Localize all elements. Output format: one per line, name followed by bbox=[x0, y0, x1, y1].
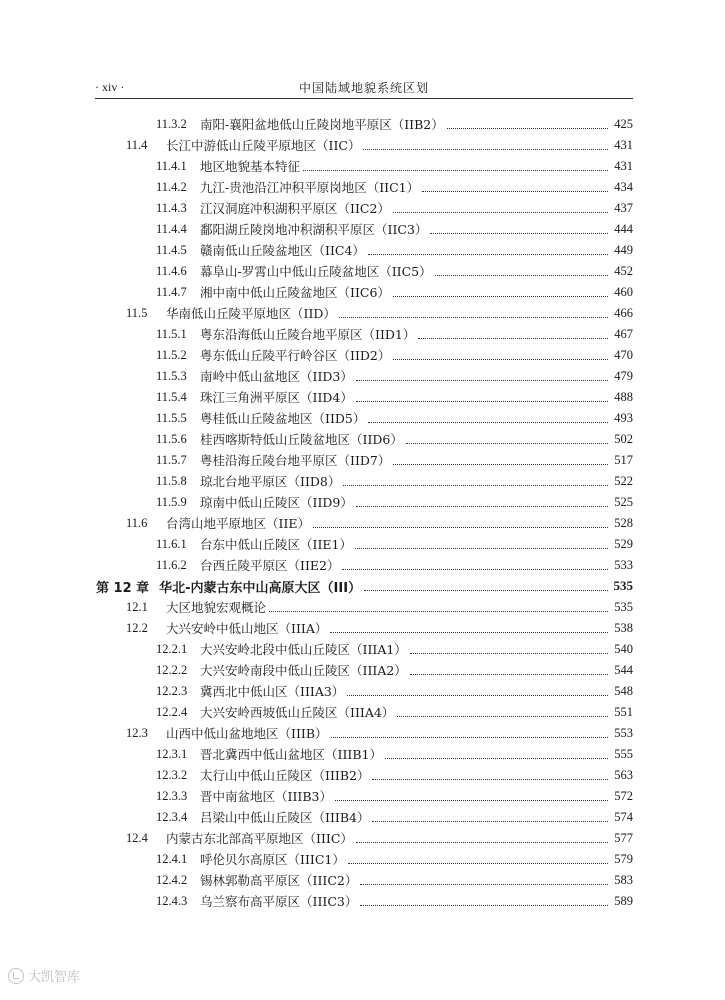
toc-entry[interactable] bbox=[126, 513, 633, 533]
toc-page: 434 bbox=[614, 179, 633, 194]
toc-title: 江汉洞庭冲积湖积平原区（IIC2） bbox=[200, 201, 390, 216]
toc-number: 11.4.3 bbox=[156, 200, 187, 215]
toc-page: 572 bbox=[614, 788, 633, 803]
toc-title: 琼南中低山丘陵区（IID9） bbox=[200, 495, 353, 510]
dot-leader bbox=[348, 862, 608, 864]
toc-page: 452 bbox=[614, 263, 633, 278]
toc-number: 11.5.4 bbox=[156, 389, 187, 404]
toc-page: 467 bbox=[614, 326, 633, 341]
dot-leader bbox=[339, 316, 608, 318]
toc-title: 锡林郭勒高平原区（IIIC2） bbox=[200, 873, 358, 888]
toc-page: 444 bbox=[614, 221, 633, 236]
dot-leader bbox=[368, 421, 608, 423]
toc-number: 12.2.1 bbox=[156, 641, 188, 656]
dot-leader bbox=[355, 547, 608, 549]
toc-title: 大兴安岭南段中低山丘陵区（IIIA2） bbox=[200, 663, 407, 678]
toc-entry[interactable] bbox=[156, 555, 633, 575]
toc-number: 11.5.5 bbox=[156, 410, 187, 425]
dot-leader bbox=[410, 652, 608, 654]
watermark bbox=[8, 966, 80, 985]
toc-number: 12.2.2 bbox=[156, 662, 188, 677]
toc-number: 11.5.3 bbox=[156, 368, 187, 383]
dot-leader bbox=[435, 274, 608, 276]
dot-leader bbox=[356, 505, 608, 507]
toc-number: 12.1 bbox=[126, 599, 148, 614]
dot-leader bbox=[356, 379, 608, 381]
toc-title: 冀西北中低山区（IIIA3） bbox=[200, 684, 345, 699]
dot-leader bbox=[342, 568, 608, 570]
toc-entry[interactable] bbox=[156, 849, 633, 869]
dot-leader bbox=[343, 484, 608, 486]
toc-page: 535 bbox=[614, 599, 633, 614]
toc-title: 大区地貌宏观概论 bbox=[166, 600, 267, 615]
toc-entry[interactable] bbox=[126, 135, 633, 155]
toc-title: 吕梁山中低山丘陵区（IIIB4） bbox=[200, 810, 370, 825]
toc-title: 大兴安岭北段中低山丘陵区（IIIA1） bbox=[200, 642, 407, 657]
toc-number: 11.4.2 bbox=[156, 179, 187, 194]
toc-number: 12.4.3 bbox=[156, 893, 188, 908]
toc-entry[interactable] bbox=[126, 618, 633, 638]
toc-entry[interactable] bbox=[156, 450, 633, 470]
toc-number: 11.3.2 bbox=[156, 116, 187, 131]
toc-title: 湘中南中低山丘陵盆地区（IIC6） bbox=[200, 285, 390, 300]
dot-leader bbox=[356, 841, 608, 843]
toc-title: 幕阜山-罗霄山中低山丘陵盆地区（IIC5） bbox=[200, 264, 432, 279]
toc-entry[interactable] bbox=[126, 303, 633, 323]
toc-page: 425 bbox=[614, 116, 633, 131]
toc-entry[interactable] bbox=[156, 870, 633, 890]
watermark-logo-icon bbox=[8, 968, 24, 984]
dot-leader bbox=[330, 631, 608, 633]
toc-entry[interactable] bbox=[156, 492, 633, 512]
toc-number: 11.5 bbox=[126, 305, 148, 320]
dot-leader bbox=[430, 232, 608, 234]
toc-title: 大兴安岭西坡低山丘陵区（IIIA4） bbox=[200, 705, 395, 720]
dot-leader bbox=[303, 169, 608, 171]
dot-leader bbox=[331, 736, 609, 738]
toc-page: 555 bbox=[614, 746, 633, 761]
toc-title: 乌兰察布高平原区（IIIC3） bbox=[200, 894, 358, 909]
toc-page: 437 bbox=[614, 200, 633, 215]
toc-title: 琼北台地平原区（IID8） bbox=[200, 474, 341, 489]
toc-title: 南岭中低山盆地区（IID3） bbox=[200, 369, 353, 384]
toc-title: 台湾山地平原地区（IIE） bbox=[166, 516, 311, 531]
toc-page: 589 bbox=[614, 893, 633, 908]
toc-entry[interactable] bbox=[156, 282, 633, 302]
toc-number: 12.4 bbox=[126, 830, 148, 845]
toc-entry[interactable] bbox=[156, 807, 633, 827]
toc-entry[interactable] bbox=[126, 828, 633, 848]
toc-number: 12.4.2 bbox=[156, 872, 188, 887]
dot-leader bbox=[447, 127, 608, 129]
toc-entry[interactable] bbox=[156, 429, 633, 449]
toc-page: 449 bbox=[614, 242, 633, 257]
dot-leader bbox=[313, 526, 608, 528]
toc-page: 548 bbox=[614, 683, 633, 698]
running-title: 中国陆域地貌系统区划 bbox=[298, 81, 429, 95]
toc-page: 525 bbox=[614, 494, 633, 509]
toc-page: 528 bbox=[614, 515, 633, 530]
toc-page: 479 bbox=[614, 368, 633, 383]
toc-page: 470 bbox=[614, 347, 633, 362]
toc-entry[interactable] bbox=[156, 177, 633, 197]
dot-leader bbox=[393, 295, 608, 297]
toc-page: 538 bbox=[614, 620, 633, 635]
toc-entry[interactable] bbox=[156, 681, 633, 701]
toc-page: 553 bbox=[614, 725, 633, 740]
toc-page: 544 bbox=[614, 662, 633, 677]
toc-page: 517 bbox=[614, 452, 633, 467]
toc-page: 466 bbox=[614, 305, 633, 320]
toc-title: 华南低山丘陵平原地区（IID） bbox=[166, 306, 336, 321]
toc-number: 11.6 bbox=[126, 515, 148, 530]
toc-entry[interactable] bbox=[156, 891, 633, 911]
toc-title: 晋北冀西中低山盆地区（IIIB1） bbox=[200, 747, 382, 762]
toc-title: 珠江三角洲平原区（IID4） bbox=[200, 390, 353, 405]
toc-title: 呼伦贝尔高原区（IIIC1） bbox=[200, 852, 345, 867]
toc-number: 12.3 bbox=[126, 725, 148, 740]
chapter-title: 华北-内蒙古东中山高原大区（III） bbox=[159, 580, 362, 596]
toc-title: 鄱阳湖丘陵岗地冲积湖积平原区（IIC3） bbox=[200, 222, 428, 237]
toc-entry[interactable] bbox=[156, 702, 633, 722]
toc-title: 台西丘陵平原区（IIE2） bbox=[200, 558, 340, 573]
toc-page: 533 bbox=[614, 557, 633, 572]
toc-title: 南阳-襄阳盆地低山丘陵岗地平原区（IIB2） bbox=[200, 117, 444, 132]
toc-number: 12.3.2 bbox=[156, 767, 188, 782]
dot-leader bbox=[406, 442, 608, 444]
toc-number: 12.2.4 bbox=[156, 704, 188, 719]
watermark-text: 大凯智库 bbox=[28, 970, 81, 985]
dot-leader bbox=[269, 610, 608, 612]
toc-title: 粤东低山丘陵平行岭谷区（IID2） bbox=[200, 348, 391, 363]
toc-title: 太行山中低山丘陵区（IIIB2） bbox=[200, 768, 370, 783]
toc-entry[interactable] bbox=[156, 471, 633, 491]
toc-entry[interactable] bbox=[156, 639, 633, 659]
toc-title: 大兴安岭中低山地区（IIIA） bbox=[166, 621, 328, 636]
toc-entry[interactable] bbox=[156, 240, 633, 260]
chapter-number: 第 12 章 bbox=[96, 580, 150, 596]
toc-chapter-entry[interactable] bbox=[96, 576, 633, 596]
toc-page: 493 bbox=[614, 410, 633, 425]
toc-title: 内蒙古东北部高平原地区（IIIC） bbox=[166, 831, 353, 846]
dot-leader bbox=[363, 148, 608, 150]
toc-entry[interactable] bbox=[156, 786, 633, 806]
dot-leader bbox=[385, 757, 608, 759]
toc-entry[interactable] bbox=[156, 198, 633, 218]
toc-entry[interactable] bbox=[156, 765, 633, 785]
dot-leader bbox=[397, 715, 608, 717]
dot-leader bbox=[372, 778, 608, 780]
dot-leader bbox=[347, 694, 608, 696]
toc-page: 583 bbox=[614, 872, 633, 887]
toc-number: 11.4.5 bbox=[156, 242, 187, 257]
toc-page: 488 bbox=[614, 389, 633, 404]
toc-number: 11.5.9 bbox=[156, 494, 187, 509]
toc-number: 12.2.3 bbox=[156, 683, 188, 698]
toc-title: 桂西喀斯特低山丘陵盆地区（IID6） bbox=[200, 432, 403, 447]
page-header bbox=[95, 78, 633, 99]
toc-entry[interactable] bbox=[156, 660, 633, 680]
toc-entry[interactable] bbox=[156, 387, 633, 407]
page-number: · xiv · bbox=[95, 80, 125, 94]
toc-title: 九江-贵池沿江冲积平原岗地区（IIC1） bbox=[200, 180, 420, 195]
toc-entry[interactable] bbox=[156, 345, 633, 365]
toc-number: 11.5.8 bbox=[156, 473, 187, 488]
toc-title: 山西中低山盆地地区（IIIB） bbox=[166, 726, 328, 741]
dot-leader bbox=[393, 358, 608, 360]
toc-page: 577 bbox=[614, 830, 633, 845]
toc-number: 11.4.7 bbox=[156, 284, 187, 299]
toc-page: 574 bbox=[614, 809, 633, 824]
dot-leader bbox=[360, 883, 608, 885]
dot-leader bbox=[393, 463, 608, 465]
toc-page: 579 bbox=[614, 851, 633, 866]
toc-page: 563 bbox=[614, 767, 633, 782]
toc-title: 台东中低山丘陵区（IIE1） bbox=[200, 537, 352, 552]
toc-number: 11.5.7 bbox=[156, 452, 187, 467]
toc-number: 12.3.1 bbox=[156, 746, 188, 761]
dot-leader bbox=[422, 190, 608, 192]
toc-page: 460 bbox=[614, 284, 633, 299]
toc-page: 529 bbox=[614, 536, 633, 551]
toc-page: 431 bbox=[614, 158, 633, 173]
dot-leader bbox=[418, 337, 608, 339]
toc-entry[interactable] bbox=[156, 534, 633, 554]
dot-leader bbox=[356, 400, 608, 402]
toc-number: 11.6.2 bbox=[156, 557, 187, 572]
toc-page: 431 bbox=[614, 137, 633, 152]
toc-title: 粤桂沿海丘陵台地平原区（IID7） bbox=[200, 453, 391, 468]
toc-title: 晋中南盆地区（IIIB3） bbox=[200, 789, 332, 804]
toc-entry[interactable] bbox=[156, 324, 633, 344]
toc-page: 540 bbox=[614, 641, 633, 656]
dot-leader bbox=[360, 904, 608, 906]
toc-entry[interactable] bbox=[156, 156, 633, 176]
toc-page: 535 bbox=[613, 578, 633, 593]
toc-entry[interactable] bbox=[156, 219, 633, 239]
toc-number: 11.4.6 bbox=[156, 263, 187, 278]
toc-page: 522 bbox=[614, 473, 633, 488]
toc-number: 12.2 bbox=[126, 620, 148, 635]
toc-number: 11.5.6 bbox=[156, 431, 187, 446]
toc-number: 12.3.3 bbox=[156, 788, 188, 803]
toc-entry[interactable] bbox=[126, 597, 633, 617]
toc-number: 12.4.1 bbox=[156, 851, 188, 866]
toc-entry[interactable] bbox=[156, 744, 633, 764]
dot-leader bbox=[393, 211, 608, 213]
toc-number: 11.5.1 bbox=[156, 326, 187, 341]
toc-title: 粤桂低山丘陵盆地区（IID5） bbox=[200, 411, 366, 426]
dot-leader bbox=[368, 253, 608, 255]
toc-page: 551 bbox=[614, 704, 633, 719]
toc-page: 502 bbox=[614, 431, 633, 446]
toc-entry[interactable] bbox=[126, 723, 633, 743]
toc-title: 赣南低山丘陵盆地区（IIC4） bbox=[200, 243, 365, 258]
dot-leader bbox=[372, 820, 608, 822]
toc-number: 11.4.4 bbox=[156, 221, 187, 236]
toc-number: 11.4 bbox=[126, 137, 148, 152]
dot-leader bbox=[410, 673, 608, 675]
toc-number: 11.5.2 bbox=[156, 347, 187, 362]
toc-number: 11.6.1 bbox=[156, 536, 187, 551]
toc-number: 11.4.1 bbox=[156, 158, 187, 173]
dot-leader bbox=[335, 799, 608, 801]
toc-entry[interactable] bbox=[156, 261, 633, 281]
dot-leader bbox=[364, 589, 608, 591]
toc-entry[interactable] bbox=[156, 114, 633, 134]
toc-number: 12.3.4 bbox=[156, 809, 188, 824]
toc-title: 长江中游低山丘陵平原地区（IIC） bbox=[166, 138, 361, 153]
toc-title: 粤东沿海低山丘陵台地平原区（IID1） bbox=[200, 327, 416, 342]
toc-entry[interactable] bbox=[156, 366, 633, 386]
toc-entry[interactable] bbox=[156, 408, 633, 428]
toc-title: 地区地貌基本特征 bbox=[200, 159, 301, 174]
